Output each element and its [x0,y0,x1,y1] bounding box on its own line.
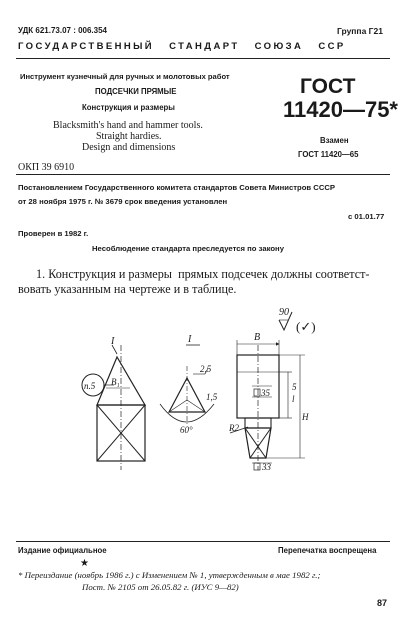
roughness-paren: (✓) [296,319,316,334]
decree-line-1: Постановлением Государственного комитета стандартов Совета Министров СССР [18,183,336,192]
front-view [230,340,305,470]
reprint-prohibited: Перепечатка воспрещена [278,546,377,555]
radius-r2: R2 [229,423,239,433]
official-edition: Издание официальное [18,546,107,555]
side-view [97,345,145,470]
square-symbol-35 [254,389,260,396]
title-en-1: Blacksmith's hand and hammer tools. [53,120,203,131]
replaces-label: Взамен [320,136,349,145]
checked-year: Проверен в 1982 г. [18,229,89,238]
dim-1-5: 1,5 [206,392,218,402]
detail-view [160,345,214,424]
star-mark: ★ [80,558,89,569]
dim-b: B [254,332,261,343]
dim-35: 35 [261,388,270,398]
dim-h: H [302,412,309,422]
title-line-3: Конструкция и размеры [82,103,175,112]
title-en-2: Straight hardies. [96,131,162,142]
footer-divider [16,541,390,542]
dim-2-5: 2,5 [200,364,212,374]
state-standard-heading: ГОСУДАРСТВЕННЫЙ СТАНДАРТ СОЮЗА ССР [18,41,346,52]
page-number: 87 [377,598,388,608]
detail-label: I [188,334,192,345]
title-en-3: Design and dimensions [82,142,176,153]
okp-code: ОКП 39 6910 [18,162,75,173]
footnote-line-2: Пост. № 2105 от 26.05.82 г. (ИУС 9—82) [82,582,239,592]
replaces-standard: ГОСТ 11420—65 [298,150,359,159]
okp-divider [16,174,390,175]
dim-5: 5 [292,382,297,392]
effective-date: с 01.01.77 [348,212,385,221]
udk-code: УДК 621.73.07 : 006.354 [18,26,107,35]
dim-l: l [292,394,295,404]
angle-60: 60° [180,425,193,435]
paragraph-1-line-1: 1. Конструкция и размеры прямых подсечек должны соответст- [36,267,370,281]
square-symbol-33 [254,463,260,470]
section-mark-left: I [111,336,115,347]
hardie-drawing [0,300,410,480]
decree-line-2: от 28 ноября 1975 г. № 3679 срок введения установлен [18,197,228,206]
gost-number: 11420—75* [283,97,398,122]
title-line-2: ПОДСЕЧКИ ПРЯМЫЕ [95,87,177,96]
group-code: Группа Г21 [337,26,383,36]
dim-33: 33 [262,462,271,472]
callout-text: п.5 [84,381,96,391]
roughness-value: 90 [279,307,289,318]
header-divider [16,58,390,59]
gost-label: ГОСТ [300,75,356,98]
paragraph-1-line-2: вовать указанным на чертеже и в таблице. [18,282,237,296]
footnote-line-1: * Переиздание (ноябрь 1986 г.) с Изменением № 1, утвержденным в мае 1982 г.; [18,570,321,580]
penalty-notice: Несоблюдение стандарта преследуется по закону [92,244,284,253]
dim-b1: B₁ [111,377,120,387]
title-line-1: Инструмент кузнечный для ручных и молотовых работ [20,72,230,81]
